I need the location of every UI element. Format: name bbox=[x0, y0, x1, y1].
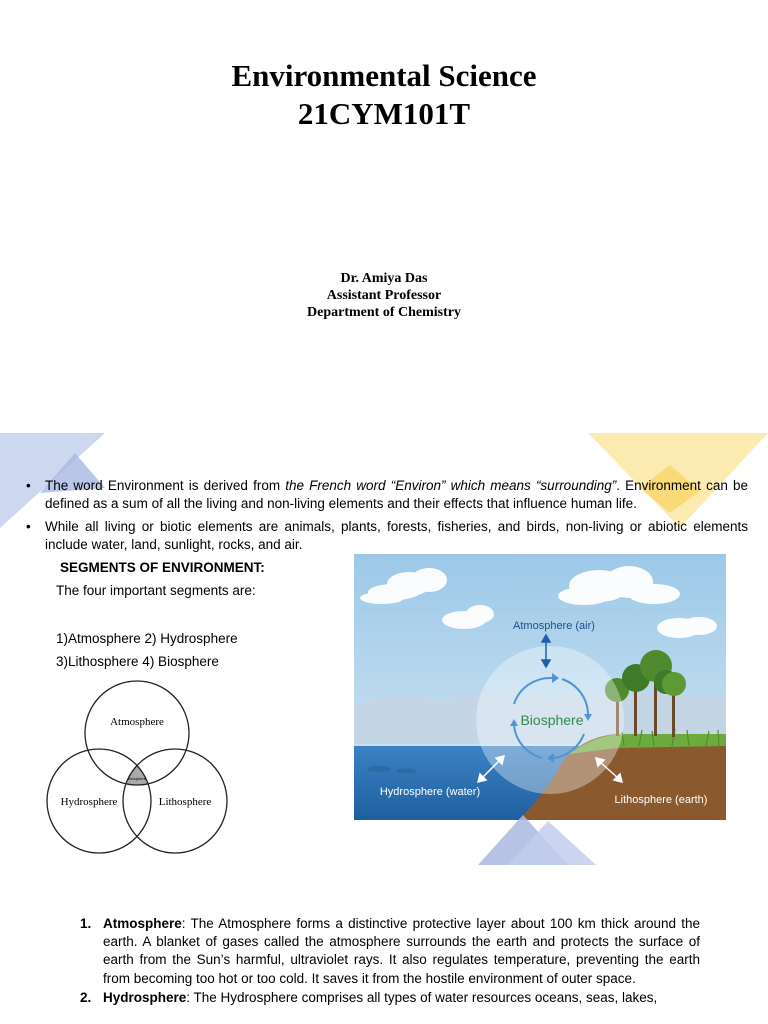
author-position: Assistant Professor bbox=[326, 288, 442, 303]
venn-diagram bbox=[22, 677, 262, 867]
venn-label-atmosphere: Atmosphere bbox=[110, 716, 164, 728]
venn-label-hydrosphere: Hydrosphere bbox=[60, 796, 118, 808]
ecosystem-label-lithosphere: Lithosphere (earth) bbox=[614, 794, 708, 806]
detail-item-atmosphere: 1. Atmosphere: The Atmosphere forms a distinctive protective layer about 100 km thick around the earth. A blanket of gases called the atmosphere surrounds the earth and protects the surface of earth from the Sun’s harmful, ultraviolet rays. It also regulates temperature, preventing the earth from becoming too hot or too cold. It saves it from the hostile environment of outer space. bbox=[80, 916, 700, 986]
title-slide bbox=[0, 0, 768, 420]
author-department: Department of Chemistry bbox=[307, 305, 461, 320]
segments-heading: SEGMENTS OF ENVIRONMENT: bbox=[60, 560, 265, 575]
segments-detail-list bbox=[80, 915, 700, 1008]
course-code: 21CYM101T bbox=[297, 96, 471, 131]
ecosystem-label-biosphere: Biosphere bbox=[520, 712, 584, 728]
segments-list: 1)Atmosphere 2) Hydrosphere 3)Lithosphere 4) Biosphere bbox=[56, 631, 238, 669]
bullet-dot: • bbox=[26, 478, 31, 493]
bullet-environment-definition: • The word Environment is derived from the French word “Environ” which means “surrounding”. Environment can be defined as a sum of all the living and non-living elements and their effects that influence human life. bbox=[26, 478, 748, 511]
segments-intro: The four important segments are: bbox=[56, 583, 256, 598]
venn-label-lithosphere: Lithosphere bbox=[158, 796, 212, 808]
ecosystem-illustration bbox=[354, 554, 726, 820]
bullet-living-nonliving: • While all living or biotic elements are animals, plants, forests, fisheries, and birds, non-living or abiotic elements include water, land, sunlight, rocks, and air. bbox=[26, 519, 748, 552]
course-title: Environmental Science bbox=[231, 58, 537, 93]
detail-item-hydrosphere: 2. Hydrosphere: The Hydrosphere comprises all types of water resources oceans, seas, lakes, bbox=[80, 989, 658, 1005]
detail-term: Atmosphere bbox=[103, 916, 182, 931]
author-name: Dr. Amiya Das bbox=[340, 271, 428, 286]
intro-bullets bbox=[26, 477, 748, 559]
ecosystem-label-atmosphere: Atmosphere (air) bbox=[513, 620, 595, 632]
intro-slide bbox=[0, 433, 768, 865]
detail-term: Hydrosphere bbox=[103, 989, 187, 1005]
bullet-dot: • bbox=[26, 519, 31, 534]
ecosystem-label-hydrosphere: Hydrosphere (water) bbox=[379, 786, 481, 798]
decorative-triangles-bottom bbox=[478, 811, 598, 865]
venn-label-biosphere: Biosphere bbox=[127, 776, 147, 781]
